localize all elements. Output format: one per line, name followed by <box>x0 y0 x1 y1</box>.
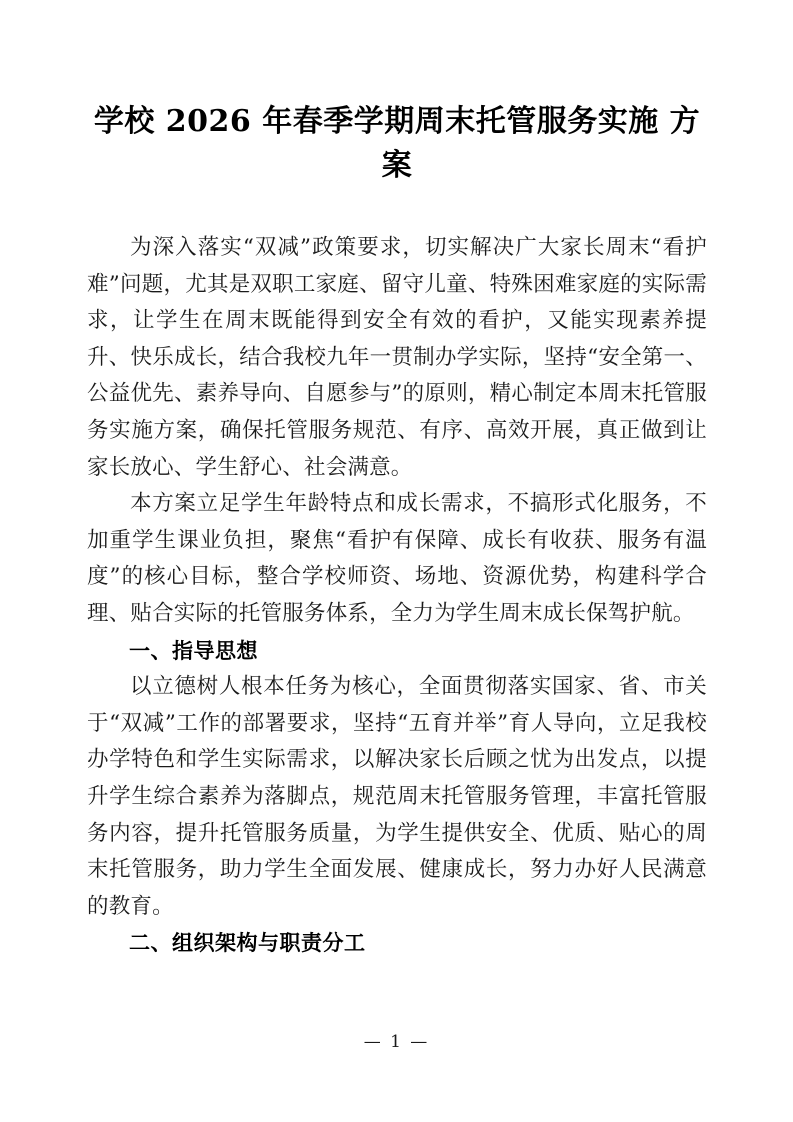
paragraph-intro-1: 为深入落实“双减”政策要求，切实解决广大家长周末“看护难”问题，尤其是双职工家庭、留守儿童、特殊困难家庭的实际需求，让学生在周末既能得到安全有效的看护，又能实现素养提升、快乐成长，结合我校九年一贯制办学实际，坚持“安全第一、公益优先、素养导向、自愿参与”的原则，精心制定本周末托管服务实施方案，确保托管服务规范、有序、高效开展，真正做到让家长放心、学生舒心、社会满意。 <box>87 235 707 480</box>
paragraph-section-1-body: 以立德树人根本任务为核心，全面贯彻落实国家、省、市关于“双减”工作的部署要求，坚持“五育并举”育人导向，立足我校办学特色和学生实际需求，以解决家长后顾之忧为出发点，以提升学生综合素养为落脚点，规范周末托管服务管理，丰富托管服务内容，提升托管服务质量，为学生提供安全、优质、贴心的周末托管服务，助力学生全面发展、健康成长，努力办好人民满意的教育。 <box>87 674 707 919</box>
section-heading-2: 二、组织架构与职责分工 <box>129 931 366 956</box>
section-heading-1: 一、指导思想 <box>129 638 258 663</box>
document-content-area <box>87 0 707 962</box>
page-title-line-2: 方案 <box>381 104 701 183</box>
paragraph-intro-2: 本方案立足学生年龄特点和成长需求，不搞形式化服务，不加重学生课业负担，聚焦“看护有保障、成长有收获、服务有温度”的核心目标，整合学校师资、场地、资源优势，构建科学合理、贴合实际的托管服务体系，全力为学生周末成长保驾护航。 <box>87 491 707 626</box>
page-title-line-1: 学校 2026 年春季学期周末托管服务实施 <box>93 104 659 139</box>
page-number-footer: — 1 — <box>363 1032 430 1052</box>
page-title <box>87 0 707 188</box>
